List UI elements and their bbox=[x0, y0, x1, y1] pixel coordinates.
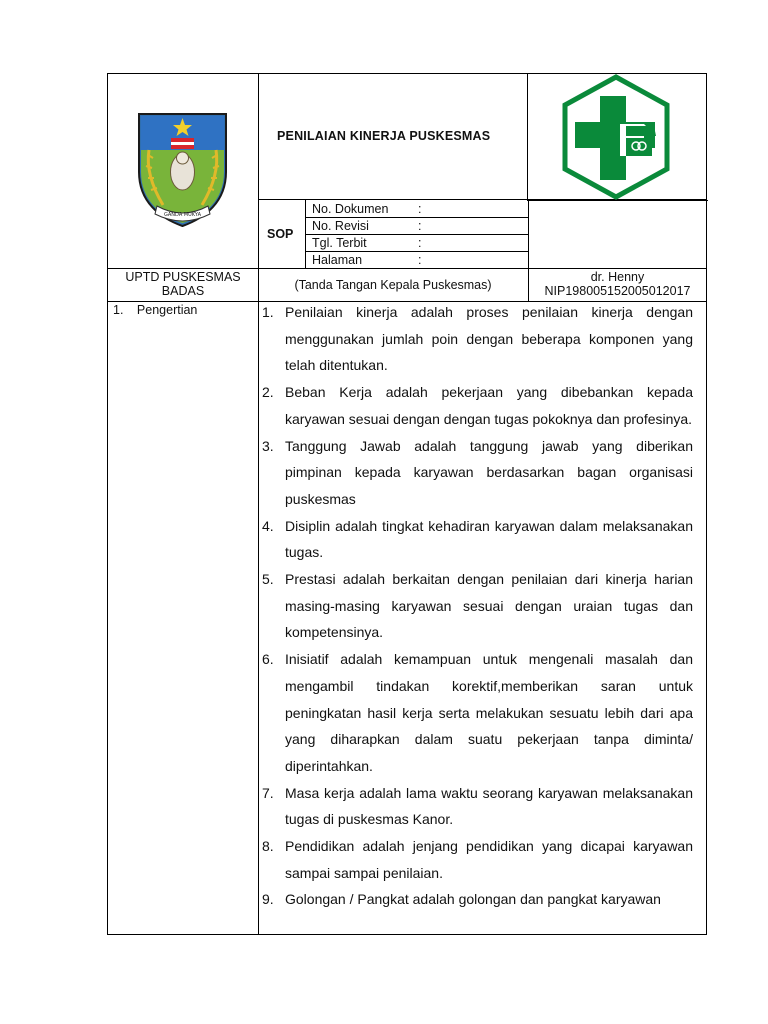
doc-field-label: Halaman bbox=[312, 253, 363, 267]
list-item-number: 7. bbox=[262, 784, 274, 801]
regency-coat-of-arms-logo bbox=[135, 110, 230, 230]
doc-field-label: Tgl. Terbit bbox=[312, 236, 367, 250]
list-item bbox=[259, 299, 693, 379]
doc-field-label: No. Dokumen bbox=[312, 202, 389, 216]
doc-field-tgl-terbit bbox=[312, 236, 422, 250]
puskesmas-logo bbox=[560, 74, 672, 200]
coat-of-arms-icon bbox=[135, 110, 230, 230]
section-number: 1. bbox=[113, 303, 124, 317]
table-left-border bbox=[107, 73, 108, 935]
section-label bbox=[113, 303, 197, 317]
list-item-text: Prestasi adalah berkaitan dengan penilaian dari kinerja harian masing-masing karyawan sesuai dengan uraian tugas dan kompetensinya. bbox=[285, 571, 693, 641]
doc-field-no-dokumen bbox=[312, 202, 422, 216]
list-item bbox=[259, 513, 693, 566]
list-item-number: 5. bbox=[262, 571, 274, 588]
list-item bbox=[259, 646, 693, 780]
list-item-number: 3. bbox=[262, 437, 274, 454]
list-item-text: Golongan / Pangkat adalah golongan dan pangkat karyawan bbox=[285, 891, 661, 908]
org-name bbox=[108, 270, 258, 298]
signature-note: (Tanda Tangan Kepala Puskesmas) bbox=[294, 278, 492, 292]
doc-field-colon: : bbox=[418, 253, 422, 267]
list-item bbox=[259, 566, 693, 646]
list-item-number: 9. bbox=[262, 891, 274, 908]
doc-field-colon: : bbox=[418, 202, 422, 216]
document-title: PENILAIAN KINERJA PUSKESMAS bbox=[277, 129, 491, 143]
doc-line-3 bbox=[305, 251, 529, 252]
list-item-text: Penilaian kinerja adalah proses penilaian kinerja dengan menggunakan jumlah poin dengan beberapa komponen yang telah ditentukan. bbox=[285, 304, 693, 374]
list-item-number: 8. bbox=[262, 838, 274, 855]
head-name: dr. Henny bbox=[590, 270, 645, 284]
list-item-text: Masa kerja adalah lama waktu seorang karyawan melaksanakan tugas di puskesmas Kanor. bbox=[285, 784, 693, 828]
doc-field-colon: : bbox=[418, 236, 422, 250]
doc-line-1 bbox=[305, 217, 529, 218]
list-item bbox=[259, 433, 693, 513]
doc-line-2 bbox=[305, 234, 529, 235]
head-nip: NIP198005152005012017 bbox=[544, 284, 691, 298]
coat-of-arms-banner-text: GANDA MUKYA bbox=[164, 212, 201, 218]
list-item-text: Beban Kerja adalah pekerjaan yang dibebankan kepada karyawan sesuai dengan dengan tugas pokoknya dan profesinya. bbox=[285, 384, 693, 427]
head-of-puskesmas bbox=[529, 270, 706, 298]
org-name-line1: UPTD PUSKESMAS bbox=[125, 270, 241, 284]
doc-field-halaman bbox=[312, 253, 422, 267]
list-item-text: Inisiatif adalah kemampuan untuk mengenali masalah dan mengambil tindakan korektif,memberikan saran untuk peningkatan hasil kerja serta melakukan sesuatu lebih dari apa yang diharapkan dalam suatu pekerjaan tanpa diminta/ diperintahkan. bbox=[285, 651, 693, 774]
list-item-text: Tanggung Jawab adalah tanggung jawab yang diberikan pimpinan kepada karyawan berdasarkan bagan organisasi puskesmas bbox=[285, 437, 693, 507]
list-item bbox=[259, 780, 693, 833]
list-item bbox=[259, 886, 693, 913]
list-item-number: 2. bbox=[262, 384, 274, 401]
definitions-list bbox=[259, 299, 693, 913]
puskesmas-green-cross-icon bbox=[560, 74, 672, 200]
sop-label: SOP bbox=[267, 227, 294, 241]
list-item-number: 6. bbox=[262, 651, 274, 668]
column-divider-right-top bbox=[527, 73, 528, 201]
list-item bbox=[259, 379, 693, 432]
doc-field-label: No. Revisi bbox=[312, 219, 369, 233]
list-item-text: Pendidikan adalah jenjang pendidikan yang dicapai karyawan sampai sampai penilaian. bbox=[285, 838, 693, 881]
doc-cell-top bbox=[528, 200, 708, 201]
list-item bbox=[259, 833, 693, 886]
header-bottom-divider bbox=[107, 268, 707, 269]
doc-field-no-revisi bbox=[312, 219, 422, 233]
doc-field-colon: : bbox=[418, 219, 422, 233]
org-name-line2: BADAS bbox=[161, 284, 205, 298]
table-bottom-border bbox=[107, 934, 707, 935]
section-title: Pengertian bbox=[136, 303, 198, 317]
list-item-text: Disiplin adalah tingkat kehadiran karyawan dalam melaksanakan tugas. bbox=[285, 517, 693, 561]
list-item-number: 1. bbox=[262, 304, 274, 320]
table-right-border bbox=[706, 73, 707, 935]
list-item-number: 4. bbox=[262, 517, 274, 534]
